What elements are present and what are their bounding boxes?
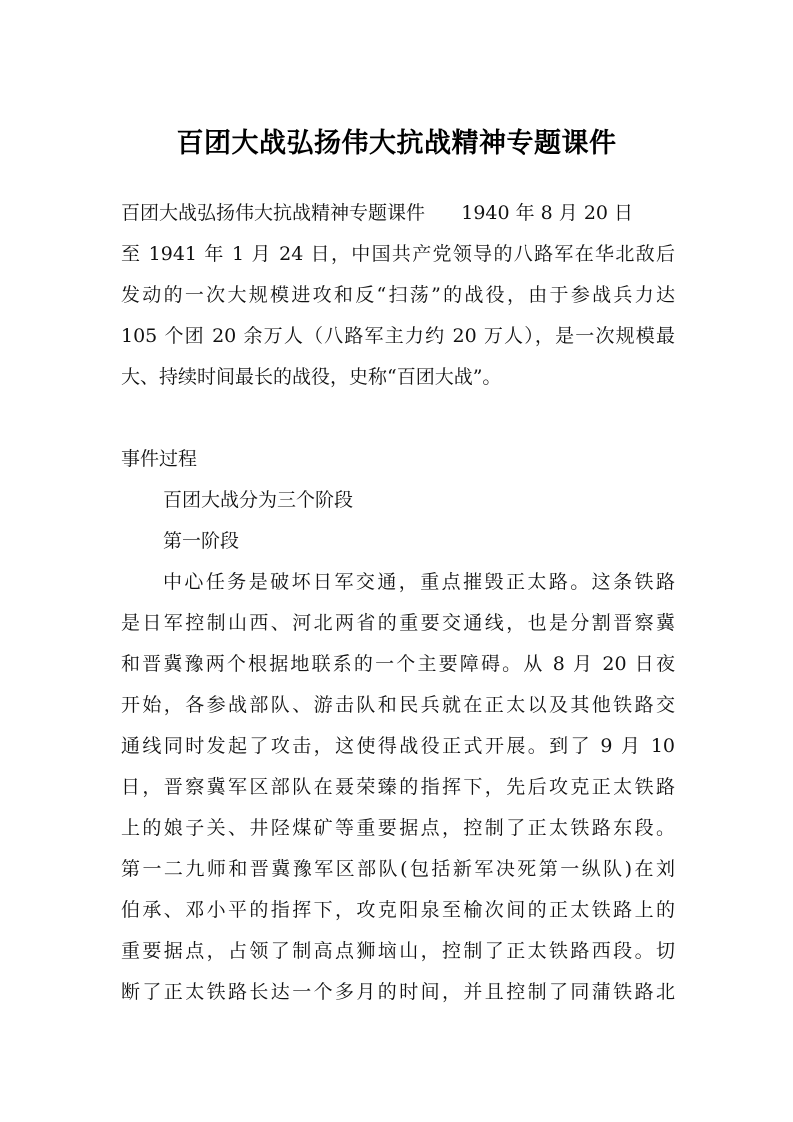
- body-line: 中心任务是破坏日军交通，重点摧毁正太路。这条铁路: [163, 571, 675, 593]
- body-line: 和晋冀豫两个根据地联系的一个主要障碍。从 8 月 20 日夜: [121, 653, 675, 675]
- document-title: 百团大战弘扬伟大抗战精神专题课件: [176, 128, 617, 159]
- intro-line: 百团大战弘扬伟大抗战精神专题课件 1940 年 8 月 20 日: [121, 202, 634, 224]
- intro-line: 105 个团 20 余万人（八路军主力约 20 万人），是一次规模最: [121, 325, 675, 347]
- body-line: 第一二九师和晋冀豫军区部队(包括新军决死第一纵队)在刘: [121, 858, 675, 880]
- paragraph-gap: [121, 398, 675, 439]
- body-line: 通线同时发起了攻击，这使得战役正式开展。到了 9 月 10: [121, 735, 675, 757]
- subheading-first-stage: 第一阶段: [163, 530, 240, 552]
- body-line: 开始，各参战部队、游击队和民兵就在正太以及其他铁路交: [121, 694, 675, 716]
- subheading-stages: 百团大战分为三个阶段: [163, 489, 354, 511]
- body-line: 上的娘子关、井陉煤矿等重要据点，控制了正太铁路东段。: [121, 817, 675, 839]
- intro-line: 发动的一次大规模进攻和反“扫荡”的战役，由于参战兵力达: [121, 284, 675, 306]
- intro-line: 至 1941 年 1 月 24 日，中国共产党领导的八路军在华北敌后: [121, 243, 675, 265]
- body-line: 日，晋察冀军区部队在聂荣臻的指挥下，先后攻克正太铁路: [121, 776, 675, 798]
- section-heading: 事件过程: [121, 448, 198, 470]
- intro-line: 大、持续时间最长的战役，史称“百团大战”。: [121, 366, 502, 388]
- body-line: 伯承、邓小平的指挥下，攻克阳泉至榆次间的正太铁路上的: [121, 899, 675, 921]
- body-line: 是日军控制山西、河北两省的重要交通线，也是分割晋察冀: [121, 612, 675, 634]
- body-line: 断了正太铁路长达一个多月的时间，并且控制了同蒲铁路北: [121, 981, 675, 1003]
- document-body: [121, 193, 675, 1013]
- body-line: 重要据点，占领了制高点狮垴山，控制了正太铁路西段。切: [121, 940, 675, 962]
